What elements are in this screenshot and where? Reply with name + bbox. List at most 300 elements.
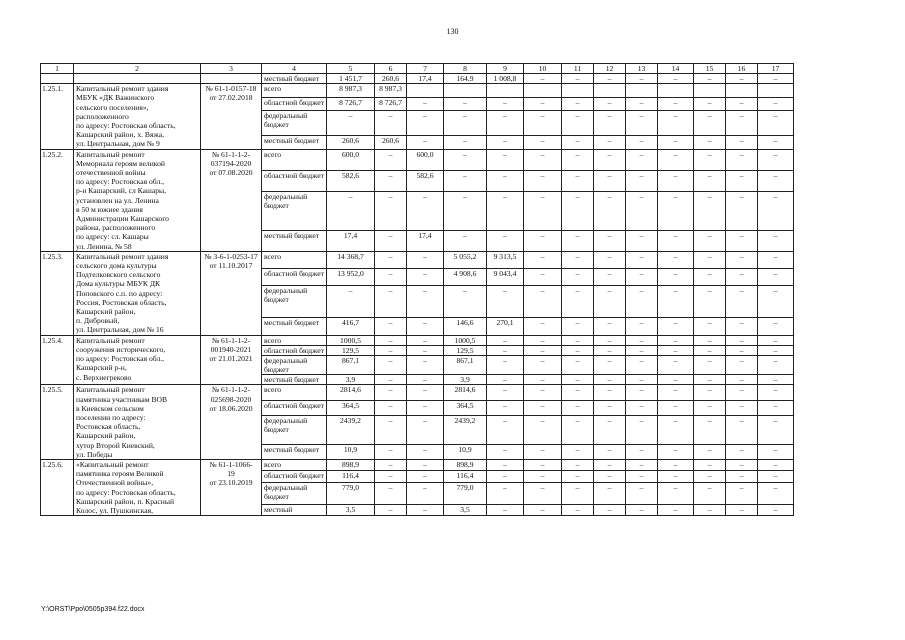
- value-cell: –: [594, 400, 626, 415]
- value-cell: 2814,6: [444, 385, 487, 400]
- value-cell: –: [726, 111, 758, 136]
- value-cell: 10,9: [327, 444, 375, 459]
- value-cell: –: [726, 345, 758, 355]
- value-cell: –: [407, 375, 444, 385]
- value-cell: –: [658, 318, 694, 335]
- value-cell: –: [726, 459, 758, 471]
- value-cell: –: [758, 149, 794, 170]
- value-cell: –: [726, 191, 758, 230]
- value-cell: –: [594, 471, 626, 483]
- value-cell: –: [327, 286, 375, 318]
- value-cell: –: [594, 97, 626, 110]
- value-cell: 600,0: [407, 149, 444, 170]
- funding-source: федеральный бюджет: [262, 286, 327, 318]
- value-cell: –: [694, 415, 726, 444]
- value-cell: –: [487, 471, 524, 483]
- value-cell: –: [594, 483, 626, 505]
- column-header-12: 12: [594, 64, 626, 74]
- value-cell: –: [626, 191, 658, 230]
- value-cell: 1000,5: [444, 335, 487, 345]
- value-cell: –: [626, 400, 658, 415]
- value-cell: 9 313,5: [487, 251, 524, 268]
- value-cell: –: [594, 251, 626, 268]
- value-cell: –: [658, 286, 694, 318]
- value-cell: 1 451,7: [327, 74, 375, 84]
- value-cell: –: [524, 444, 562, 459]
- value-cell: –: [726, 251, 758, 268]
- value-cell: –: [562, 385, 594, 400]
- value-cell: –: [626, 471, 658, 483]
- value-cell: –: [487, 375, 524, 385]
- value-cell: –: [694, 269, 726, 286]
- item-number: 1.25.2.: [41, 149, 74, 251]
- value-cell: –: [562, 483, 594, 505]
- funding-source: всего: [262, 149, 327, 170]
- value-cell: –: [444, 170, 487, 191]
- value-cell: –: [524, 356, 562, 375]
- value-cell: –: [407, 136, 444, 149]
- value-cell: –: [524, 74, 562, 84]
- value-cell: –: [726, 230, 758, 251]
- value-cell: 2814,6: [327, 385, 375, 400]
- value-cell: 8 987,3: [327, 84, 375, 97]
- item-description: Капитальный ремонт здания МБУК «ДК Важинского сельского поселения», расположенного по адресу: Ростовская область, Кашарский район, х. Вяжа, ул. Центральная, дом № 9: [74, 84, 201, 149]
- value-cell: –: [487, 459, 524, 471]
- value-cell: –: [375, 170, 407, 191]
- value-cell: –: [694, 504, 726, 516]
- value-cell: –: [658, 345, 694, 355]
- value-cell: 164,9: [444, 74, 487, 84]
- page-number: 130: [446, 27, 459, 36]
- value-cell: –: [487, 191, 524, 230]
- funding-source: федеральный бюджет: [262, 415, 327, 444]
- column-header-1: 1: [41, 64, 74, 74]
- value-cell: –: [726, 415, 758, 444]
- value-cell: –: [758, 335, 794, 345]
- value-cell: –: [594, 286, 626, 318]
- column-header-4: 4: [262, 64, 327, 74]
- value-cell: –: [694, 385, 726, 400]
- value-cell: [407, 84, 444, 97]
- funding-source: всего: [262, 251, 327, 268]
- column-header-14: 14: [658, 64, 694, 74]
- value-cell: –: [524, 136, 562, 149]
- value-cell: –: [375, 318, 407, 335]
- value-cell: –: [487, 356, 524, 375]
- value-cell: 779,0: [327, 483, 375, 505]
- column-header-16: 16: [726, 64, 758, 74]
- empty-cell: [74, 74, 201, 84]
- value-cell: –: [726, 385, 758, 400]
- value-cell: 4 908,6: [444, 269, 487, 286]
- funding-source: местный: [262, 504, 327, 516]
- value-cell: –: [524, 149, 562, 170]
- value-cell: –: [658, 356, 694, 375]
- value-cell: –: [375, 375, 407, 385]
- footer-file-path: Y:\ORST\Ppo\0505p394.f22.docx: [41, 606, 145, 613]
- value-cell: [694, 84, 726, 97]
- funding-source: областной бюджет: [262, 345, 327, 355]
- value-cell: –: [594, 335, 626, 345]
- value-cell: –: [562, 251, 594, 268]
- funding-source: местный бюджет: [262, 318, 327, 335]
- value-cell: –: [375, 471, 407, 483]
- value-cell: –: [658, 170, 694, 191]
- value-cell: –: [626, 251, 658, 268]
- value-cell: –: [726, 97, 758, 110]
- value-cell: –: [562, 286, 594, 318]
- value-cell: 779,0: [444, 483, 487, 505]
- value-cell: –: [407, 286, 444, 318]
- value-cell: –: [524, 286, 562, 318]
- value-cell: –: [626, 385, 658, 400]
- value-cell: –: [375, 415, 407, 444]
- value-cell: –: [726, 444, 758, 459]
- value-cell: –: [694, 400, 726, 415]
- budget-table-container: [40, 63, 794, 516]
- value-cell: 13 952,0: [327, 269, 375, 286]
- funding-source: местный бюджет: [262, 230, 327, 251]
- value-cell: –: [524, 345, 562, 355]
- value-cell: 10,9: [444, 444, 487, 459]
- value-cell: –: [562, 318, 594, 335]
- value-cell: –: [626, 74, 658, 84]
- value-cell: –: [658, 191, 694, 230]
- value-cell: –: [487, 230, 524, 251]
- funding-source: местный бюджет: [262, 74, 327, 84]
- value-cell: [658, 84, 694, 97]
- value-cell: –: [487, 136, 524, 149]
- value-cell: 8 987,3: [375, 84, 407, 97]
- value-cell: –: [407, 269, 444, 286]
- value-cell: –: [562, 230, 594, 251]
- value-cell: –: [658, 471, 694, 483]
- value-cell: –: [758, 375, 794, 385]
- value-cell: –: [758, 286, 794, 318]
- value-cell: –: [444, 149, 487, 170]
- value-cell: –: [594, 191, 626, 230]
- value-cell: –: [758, 251, 794, 268]
- value-cell: –: [758, 170, 794, 191]
- value-cell: –: [444, 111, 487, 136]
- value-cell: –: [626, 136, 658, 149]
- item-document-ref: № 61-1-1-2- 037194-2020 от 07.08.2020: [201, 149, 262, 251]
- value-cell: –: [375, 191, 407, 230]
- value-cell: –: [626, 269, 658, 286]
- value-cell: –: [758, 269, 794, 286]
- value-cell: 146,6: [444, 318, 487, 335]
- value-cell: –: [626, 504, 658, 516]
- value-cell: 416,7: [327, 318, 375, 335]
- column-header-17: 17: [758, 64, 794, 74]
- value-cell: –: [626, 444, 658, 459]
- value-cell: 129,5: [327, 345, 375, 355]
- value-cell: –: [524, 318, 562, 335]
- value-cell: –: [726, 149, 758, 170]
- value-cell: –: [594, 345, 626, 355]
- value-cell: –: [562, 459, 594, 471]
- value-cell: –: [726, 318, 758, 335]
- item-description: Капитальный ремонт Мемориала героям великой отечественной войны по адресу: Ростовская обл., р-н Кашарский, сл Кашары, установлен на ул. Ленина в 50 м южнее здания Администрации Кашарского района, расположенного по адресу: сл. Кашары ул. Ленина, № 58: [74, 149, 201, 251]
- column-header-2: 2: [74, 64, 201, 74]
- value-cell: –: [594, 74, 626, 84]
- value-cell: –: [375, 400, 407, 415]
- value-cell: –: [524, 269, 562, 286]
- value-cell: –: [758, 345, 794, 355]
- value-cell: 260,6: [375, 136, 407, 149]
- item-document-ref: № 3-6-1-0253-17 от 11.10.2017: [201, 251, 262, 335]
- value-cell: 8 726,7: [375, 97, 407, 110]
- value-cell: –: [407, 318, 444, 335]
- value-cell: 2439,2: [444, 415, 487, 444]
- continuation-row: [41, 74, 794, 84]
- value-cell: –: [487, 97, 524, 110]
- value-cell: –: [758, 471, 794, 483]
- value-cell: –: [726, 471, 758, 483]
- value-cell: –: [407, 400, 444, 415]
- value-cell: –: [594, 444, 626, 459]
- funding-source: областной бюджет: [262, 97, 327, 110]
- value-cell: 364,5: [327, 400, 375, 415]
- value-cell: 1 008,8: [487, 74, 524, 84]
- funding-source: всего: [262, 385, 327, 400]
- value-cell: –: [694, 230, 726, 251]
- funding-source: областной бюджет: [262, 269, 327, 286]
- item-row-start: [41, 335, 794, 345]
- value-cell: –: [758, 191, 794, 230]
- value-cell: –: [594, 375, 626, 385]
- value-cell: –: [375, 149, 407, 170]
- value-cell: –: [562, 191, 594, 230]
- value-cell: 129,5: [444, 345, 487, 355]
- value-cell: [626, 84, 658, 97]
- value-cell: –: [726, 136, 758, 149]
- column-header-10: 10: [524, 64, 562, 74]
- value-cell: –: [658, 269, 694, 286]
- value-cell: 260,6: [375, 74, 407, 84]
- value-cell: –: [658, 230, 694, 251]
- value-cell: –: [594, 136, 626, 149]
- value-cell: –: [562, 444, 594, 459]
- value-cell: [758, 84, 794, 97]
- value-cell: –: [726, 269, 758, 286]
- value-cell: –: [626, 356, 658, 375]
- value-cell: –: [562, 149, 594, 170]
- value-cell: –: [658, 483, 694, 505]
- value-cell: –: [375, 251, 407, 268]
- value-cell: –: [487, 385, 524, 400]
- value-cell: –: [524, 251, 562, 268]
- value-cell: –: [694, 318, 726, 335]
- value-cell: 17,4: [407, 74, 444, 84]
- item-number: 1.25.3.: [41, 251, 74, 335]
- value-cell: –: [658, 504, 694, 516]
- funding-source: всего: [262, 459, 327, 471]
- value-cell: –: [694, 375, 726, 385]
- value-cell: –: [658, 375, 694, 385]
- value-cell: 14 368,7: [327, 251, 375, 268]
- value-cell: –: [375, 286, 407, 318]
- value-cell: –: [562, 504, 594, 516]
- value-cell: –: [726, 74, 758, 84]
- value-cell: –: [444, 286, 487, 318]
- value-cell: –: [726, 483, 758, 505]
- funding-source: всего: [262, 335, 327, 345]
- value-cell: –: [694, 471, 726, 483]
- funding-source: федеральный бюджет: [262, 356, 327, 375]
- funding-source: федеральный бюджет: [262, 191, 327, 230]
- value-cell: 5 055,2: [444, 251, 487, 268]
- value-cell: –: [626, 149, 658, 170]
- value-cell: [487, 84, 524, 97]
- value-cell: 364,5: [444, 400, 487, 415]
- value-cell: –: [487, 111, 524, 136]
- value-cell: –: [594, 111, 626, 136]
- value-cell: –: [375, 504, 407, 516]
- value-cell: –: [562, 471, 594, 483]
- value-cell: –: [327, 111, 375, 136]
- value-cell: –: [407, 483, 444, 505]
- value-cell: –: [626, 335, 658, 345]
- value-cell: –: [487, 335, 524, 345]
- value-cell: –: [758, 136, 794, 149]
- value-cell: –: [694, 286, 726, 318]
- item-number: 1.25.5.: [41, 385, 74, 460]
- value-cell: –: [594, 415, 626, 444]
- value-cell: –: [694, 111, 726, 136]
- column-header-9: 9: [487, 64, 524, 74]
- value-cell: 898,9: [327, 459, 375, 471]
- value-cell: –: [626, 286, 658, 318]
- value-cell: –: [658, 335, 694, 345]
- value-cell: –: [758, 415, 794, 444]
- value-cell: –: [694, 335, 726, 345]
- value-cell: –: [487, 415, 524, 444]
- value-cell: [594, 84, 626, 97]
- value-cell: –: [487, 170, 524, 191]
- value-cell: –: [524, 471, 562, 483]
- value-cell: –: [407, 444, 444, 459]
- value-cell: –: [524, 459, 562, 471]
- value-cell: [524, 84, 562, 97]
- item-row-start: [41, 84, 794, 97]
- value-cell: [726, 84, 758, 97]
- value-cell: –: [487, 286, 524, 318]
- value-cell: 9 043,4: [487, 269, 524, 286]
- value-cell: –: [562, 111, 594, 136]
- value-cell: 3,5: [444, 504, 487, 516]
- value-cell: [444, 84, 487, 97]
- value-cell: –: [524, 97, 562, 110]
- value-cell: –: [407, 504, 444, 516]
- item-row-start: [41, 385, 794, 400]
- value-cell: –: [524, 375, 562, 385]
- value-cell: –: [694, 483, 726, 505]
- value-cell: –: [407, 251, 444, 268]
- item-number: 1.25.6.: [41, 459, 74, 515]
- value-cell: –: [626, 318, 658, 335]
- value-cell: –: [524, 191, 562, 230]
- value-cell: –: [524, 335, 562, 345]
- value-cell: –: [758, 230, 794, 251]
- value-cell: –: [626, 230, 658, 251]
- value-cell: [562, 84, 594, 97]
- value-cell: –: [694, 345, 726, 355]
- value-cell: –: [758, 483, 794, 505]
- value-cell: –: [524, 415, 562, 444]
- value-cell: –: [626, 459, 658, 471]
- value-cell: –: [407, 385, 444, 400]
- value-cell: –: [694, 149, 726, 170]
- funding-source: федеральный бюджет: [262, 111, 327, 136]
- value-cell: –: [524, 385, 562, 400]
- value-cell: –: [626, 345, 658, 355]
- value-cell: 582,6: [407, 170, 444, 191]
- item-description: Капитальный ремонт памятника участникам ВОВ в Киевском сельском поселении по адресу: Ростовская область, Кашарский район, хутор Второй Киевский, ул. Победы: [74, 385, 201, 460]
- item-number: 1.25.1.: [41, 84, 74, 149]
- value-cell: –: [694, 444, 726, 459]
- empty-cell: [41, 74, 74, 84]
- value-cell: –: [594, 149, 626, 170]
- value-cell: –: [375, 459, 407, 471]
- funding-source: областной бюджет: [262, 400, 327, 415]
- value-cell: –: [375, 111, 407, 136]
- value-cell: –: [407, 415, 444, 444]
- value-cell: –: [375, 230, 407, 251]
- value-cell: –: [626, 415, 658, 444]
- value-cell: –: [594, 269, 626, 286]
- value-cell: –: [758, 385, 794, 400]
- value-cell: 260,6: [327, 136, 375, 149]
- value-cell: 17,4: [327, 230, 375, 251]
- value-cell: –: [524, 230, 562, 251]
- value-cell: –: [487, 483, 524, 505]
- value-cell: –: [407, 345, 444, 355]
- value-cell: –: [594, 459, 626, 471]
- value-cell: –: [626, 483, 658, 505]
- value-cell: –: [594, 356, 626, 375]
- value-cell: –: [658, 444, 694, 459]
- value-cell: –: [487, 345, 524, 355]
- value-cell: –: [375, 345, 407, 355]
- value-cell: –: [694, 97, 726, 110]
- value-cell: 8 726,7: [327, 97, 375, 110]
- value-cell: 17,4: [407, 230, 444, 251]
- value-cell: –: [524, 111, 562, 136]
- item-row-start: [41, 459, 794, 471]
- value-cell: 3,9: [444, 375, 487, 385]
- value-cell: –: [562, 170, 594, 191]
- value-cell: –: [407, 97, 444, 110]
- column-header-11: 11: [562, 64, 594, 74]
- column-header-8: 8: [444, 64, 487, 74]
- value-cell: –: [327, 191, 375, 230]
- value-cell: 867,1: [327, 356, 375, 375]
- value-cell: –: [726, 400, 758, 415]
- value-cell: –: [758, 356, 794, 375]
- item-document-ref: № 61-1-1-2- 025698-2020 от 18.06.2020: [201, 385, 262, 460]
- column-header-15: 15: [694, 64, 726, 74]
- value-cell: –: [562, 415, 594, 444]
- value-cell: –: [758, 459, 794, 471]
- value-cell: –: [375, 269, 407, 286]
- value-cell: –: [658, 385, 694, 400]
- value-cell: –: [626, 111, 658, 136]
- value-cell: –: [658, 415, 694, 444]
- value-cell: –: [407, 335, 444, 345]
- item-description: Капитальный ремонт здания сельского дома культуры Подтелковского сельского Дома культуры МБУК ДК Поповского с.п. по адресу: Россия, Ростовская область, Кашарский район, п. Дибровый, ул. Центральная, дом № 16: [74, 251, 201, 335]
- value-cell: –: [694, 136, 726, 149]
